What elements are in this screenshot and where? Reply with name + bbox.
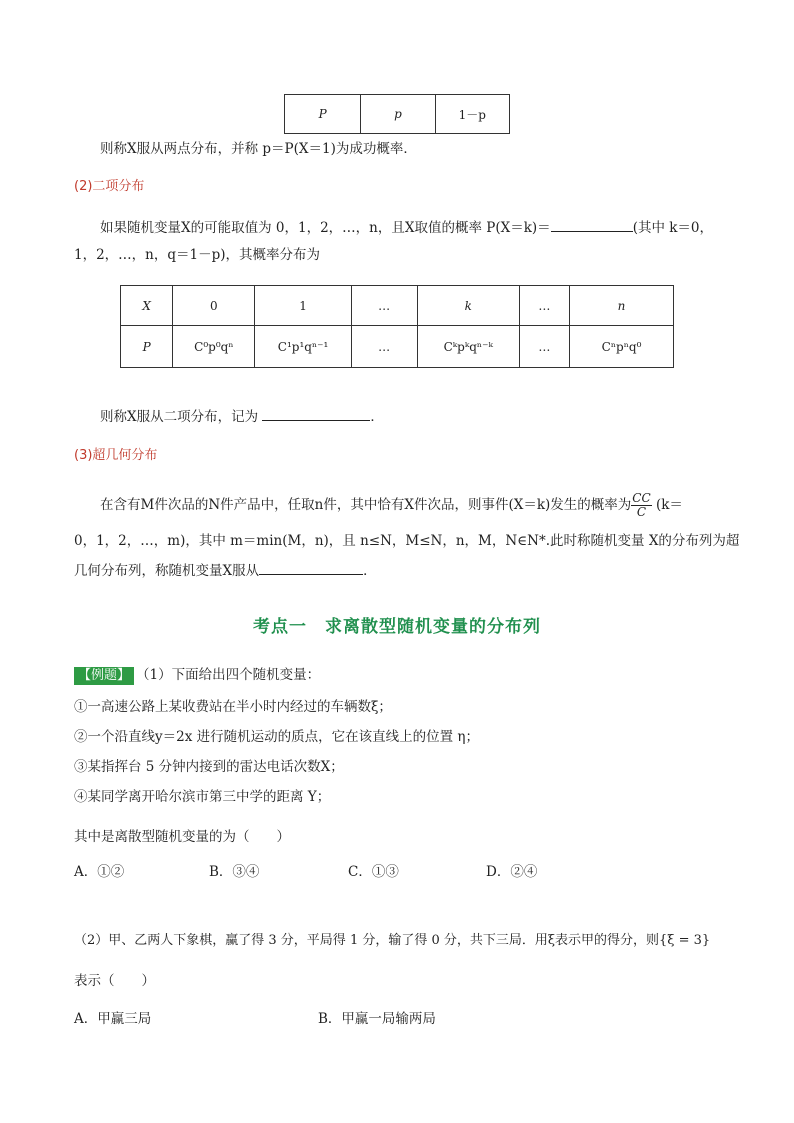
- fraction-denominator: C: [636, 505, 647, 519]
- answer-blank[interactable]: [262, 406, 370, 421]
- text: （1）下面给出四个随机变量：: [136, 667, 321, 683]
- table-cell: …: [519, 286, 569, 326]
- table-cell: k: [417, 286, 519, 326]
- table-cell: 1: [255, 286, 351, 326]
- kaodian-title: 考点一 求离散型随机变量的分布列: [253, 617, 541, 637]
- binomial-paragraph-line1: [100, 217, 713, 238]
- hypergeometric-line2: 0，1，2，…，m)，其中 m＝min(M，n)，且 n≤N，M≤N，n，M，N∈N*.此时称随机变量 X的分布列为超: [74, 533, 740, 549]
- binomial-table: [120, 285, 674, 368]
- text: 几何分布列，称随机变量X服从: [74, 563, 260, 579]
- option-b[interactable]: B．甲赢一局输两局: [318, 1011, 436, 1027]
- list-item: ④某同学离开哈尔滨市第三中学的距离 Y；: [74, 789, 331, 805]
- example1-intro: [74, 665, 320, 685]
- option-a[interactable]: A．①②: [74, 864, 125, 880]
- section-heading-binomial: (2)二项分布: [74, 179, 145, 194]
- text: 则称X服从二项分布，记为: [100, 409, 259, 425]
- text: 如果随机变量X的可能取值为 0，1，2，…，n，且X取值的概率 P(X＝k)＝: [100, 220, 551, 236]
- example-tag: 【例题】: [74, 667, 134, 685]
- table-cell: 0: [173, 286, 255, 326]
- table-cell: …: [519, 326, 569, 368]
- table-cell: …: [351, 286, 417, 326]
- option-c[interactable]: C．①③: [348, 864, 399, 880]
- list-item: ①一高速公路上某收费站在半小时内经过的车辆数ξ；: [74, 699, 392, 715]
- text: 在含有M件次品的N件产品中，任取n件，其中恰有X件次品，则事件(X＝k)发生的概率为: [100, 497, 632, 513]
- option-b[interactable]: B．③④: [209, 864, 260, 880]
- answer-blank[interactable]: [259, 560, 363, 575]
- text: ．: [370, 409, 384, 425]
- list-item: ③某指挥台 5 分钟内接到的雷达电话次数X；: [74, 759, 344, 775]
- probability-fraction: [631, 492, 651, 519]
- table-cell: P: [121, 326, 173, 368]
- table-cell: p: [361, 95, 435, 134]
- two-point-table: [284, 94, 510, 134]
- table-cell: C¹p¹qⁿ⁻¹: [255, 326, 351, 368]
- table-cell: P: [285, 95, 361, 134]
- option-d[interactable]: D．②④: [486, 864, 538, 880]
- binomial-notation-sentence: [100, 406, 384, 427]
- fraction-numerator: CC: [632, 491, 651, 505]
- table-cell: n: [570, 286, 674, 326]
- section-heading-hypergeometric: (3)超几何分布: [74, 448, 158, 463]
- option-a[interactable]: A．甲赢三局: [74, 1011, 152, 1027]
- text: ．: [363, 563, 377, 579]
- list-item: ②一个沿直线y＝2x 进行随机运动的质点，它在该直线上的位置 η；: [74, 729, 479, 745]
- text: (k＝: [655, 497, 683, 513]
- table-cell: Cᵏpᵏqⁿ⁻ᵏ: [417, 326, 519, 368]
- binomial-paragraph-line2: 1，2，…，n，q＝1－p)，其概率分布为: [74, 247, 321, 263]
- table-cell: …: [351, 326, 417, 368]
- text: (其中 k＝0，: [632, 220, 714, 236]
- table-cell: C⁰p⁰qⁿ: [173, 326, 255, 368]
- table-cell: X: [121, 286, 173, 326]
- table-cell: 1－p: [435, 95, 509, 134]
- table-cell: Cⁿpⁿq⁰: [570, 326, 674, 368]
- example2-line2: 表示（ ）: [74, 973, 155, 989]
- example1-question: 其中是离散型随机变量的为（ ）: [74, 829, 290, 845]
- answer-blank[interactable]: [551, 217, 633, 232]
- two-point-sentence: 则称X服从两点分布，并称 p＝P(X＝1)为成功概率．: [100, 141, 417, 157]
- hypergeometric-line3: [74, 560, 377, 581]
- hypergeometric-line1: [100, 488, 683, 522]
- example2-line1: （2）甲、乙两人下象棋，赢了得 3 分，平局得 1 分，输了得 0 分，共下三局．用ξ表示甲的得分，则{ξ = 3}: [74, 933, 711, 948]
